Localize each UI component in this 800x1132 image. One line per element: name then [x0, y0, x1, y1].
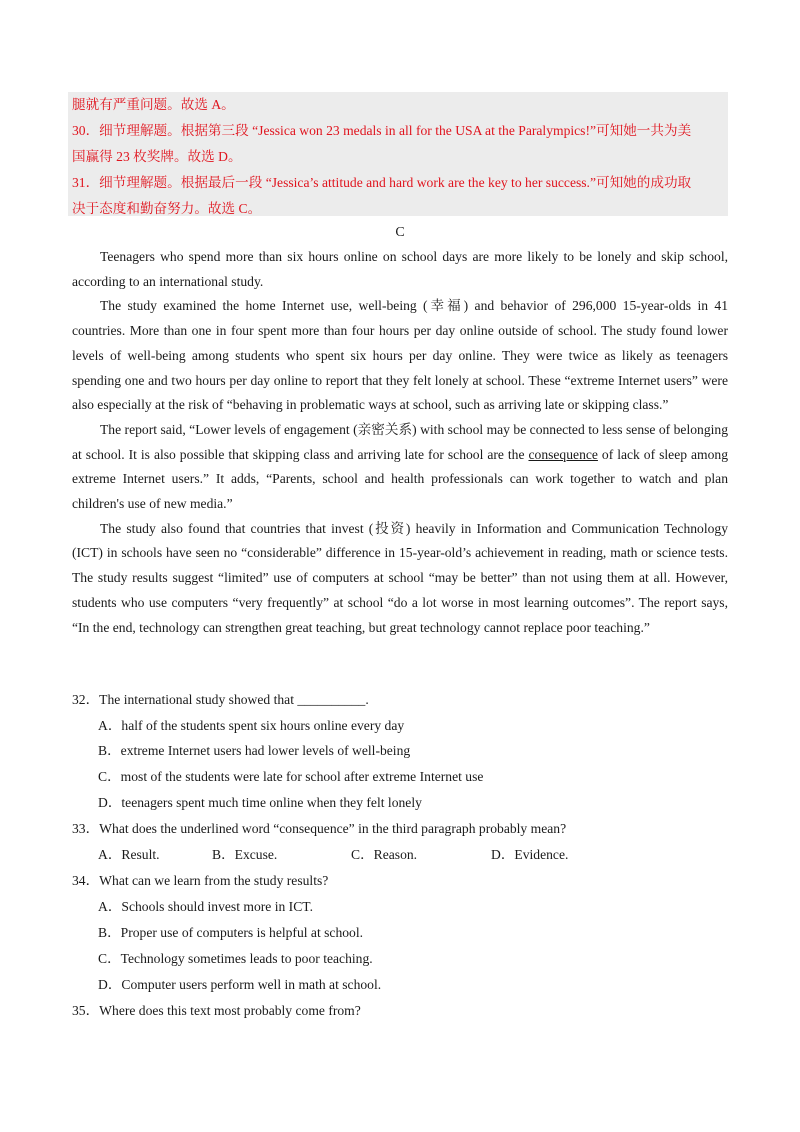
question-34-option-d[interactable]: D．Computer users perform well in math at school. [98, 977, 382, 992]
question-32-option-c[interactable]: C．most of the students were late for school after extreme Internet use [98, 769, 484, 784]
question-34-option-a[interactable]: A．Schools should invest more in ICT. [98, 899, 313, 914]
answer-line-1: 腿就有严重问题。故选 A。 [72, 97, 235, 112]
passage-paragraph-2: The study examined the home Internet use, well-being (幸福) and behavior of 296,000 15-year-olds in 41 countries. More than one in four spent more than four hours per day online outside of school. The study found lower levels of well-being among students who spent six hours per day online. They were twice as likely as teenagers spending one and two hours per day online to report that they felt lonely at school. These “extreme Internet users” were also especially at the risk of “behaving in problematic ways at school, such as arriving late or skipping class.” [72, 298, 728, 413]
answer-line-3: 国赢得 23 枚奖牌。故选 D。 [72, 149, 242, 164]
paragraph-3-part-a: The report said, “Lower levels of engagement (亲密关系) with school may be connected to less sense of belonging at school. It is also possible that skipping class and arriving late for school are the [72, 421, 728, 462]
passage-paragraph-3 [72, 418, 728, 517]
section-heading: C [395, 225, 405, 240]
answer-line-2: 30．细节理解题。根据第三段 “Jessica won 23 medals in all for the USA at the Paralympics!”可知她一共为美 [72, 123, 692, 138]
answer-line-4: 31．细节理解题。根据最后一段 “Jessica’s attitude and hard work are the key to her success.”可知她的成功取 [72, 175, 692, 190]
question-34-stem: 34．What can we learn from the study results? [72, 873, 329, 888]
passage-paragraph-4: The study also found that countries that invest (投资) heavily in Information and Communication Technology (ICT) in schools have seen no “considerable” difference in 15-year-old’s achievement in reading, math or science tests. The study results suggest “limited” use of computers at school “may be better” than not using them at all. However, students who use computers “very frequently” at school “do a lot worse in most learning outcomes”. The report says, “In the end, technology can strengthen great teaching, but great technology cannot replace poor teaching.” [72, 520, 728, 635]
question-33-option-c[interactable]: C．Reason. [351, 847, 418, 862]
question-32-option-b[interactable]: B．extreme Internet users had lower levels of well-being [98, 743, 411, 758]
answer-line-5: 决于态度和勤奋努力。故选 C。 [72, 201, 262, 216]
question-33-option-a[interactable]: A．Result. [98, 847, 160, 862]
passage-paragraph-1: Teenagers who spend more than six hours online on school days are more likely to be lonely and skip school, according to an international study. [72, 249, 728, 289]
question-32-option-a[interactable]: A．half of the students spent six hours online every day [98, 718, 405, 733]
question-33-option-d[interactable]: D．Evidence. [491, 847, 569, 862]
underlined-word: consequence [528, 446, 598, 462]
question-35-stem: 35．Where does this text most probably come from? [72, 1003, 361, 1018]
question-34-option-c[interactable]: C．Technology sometimes leads to poor teaching. [98, 951, 373, 966]
question-34-option-b[interactable]: B．Proper use of computers is helpful at school. [98, 925, 364, 940]
paragraph-3-part-b: of lack of sleep among extreme Internet users.” It adds, “Parents, school and health professionals can work together to watch and plan children's use of new media.” [72, 446, 728, 512]
reading-passage [72, 245, 728, 640]
question-33-option-b[interactable]: B．Excuse. [212, 847, 278, 862]
question-33-stem: 33．What does the underlined word “consequence” in the third paragraph probably mean? [72, 821, 567, 836]
question-32-option-d[interactable]: D．teenagers spent much time online when they felt lonely [98, 795, 422, 810]
question-32-stem: 32．The international study showed that __________. [72, 692, 369, 707]
